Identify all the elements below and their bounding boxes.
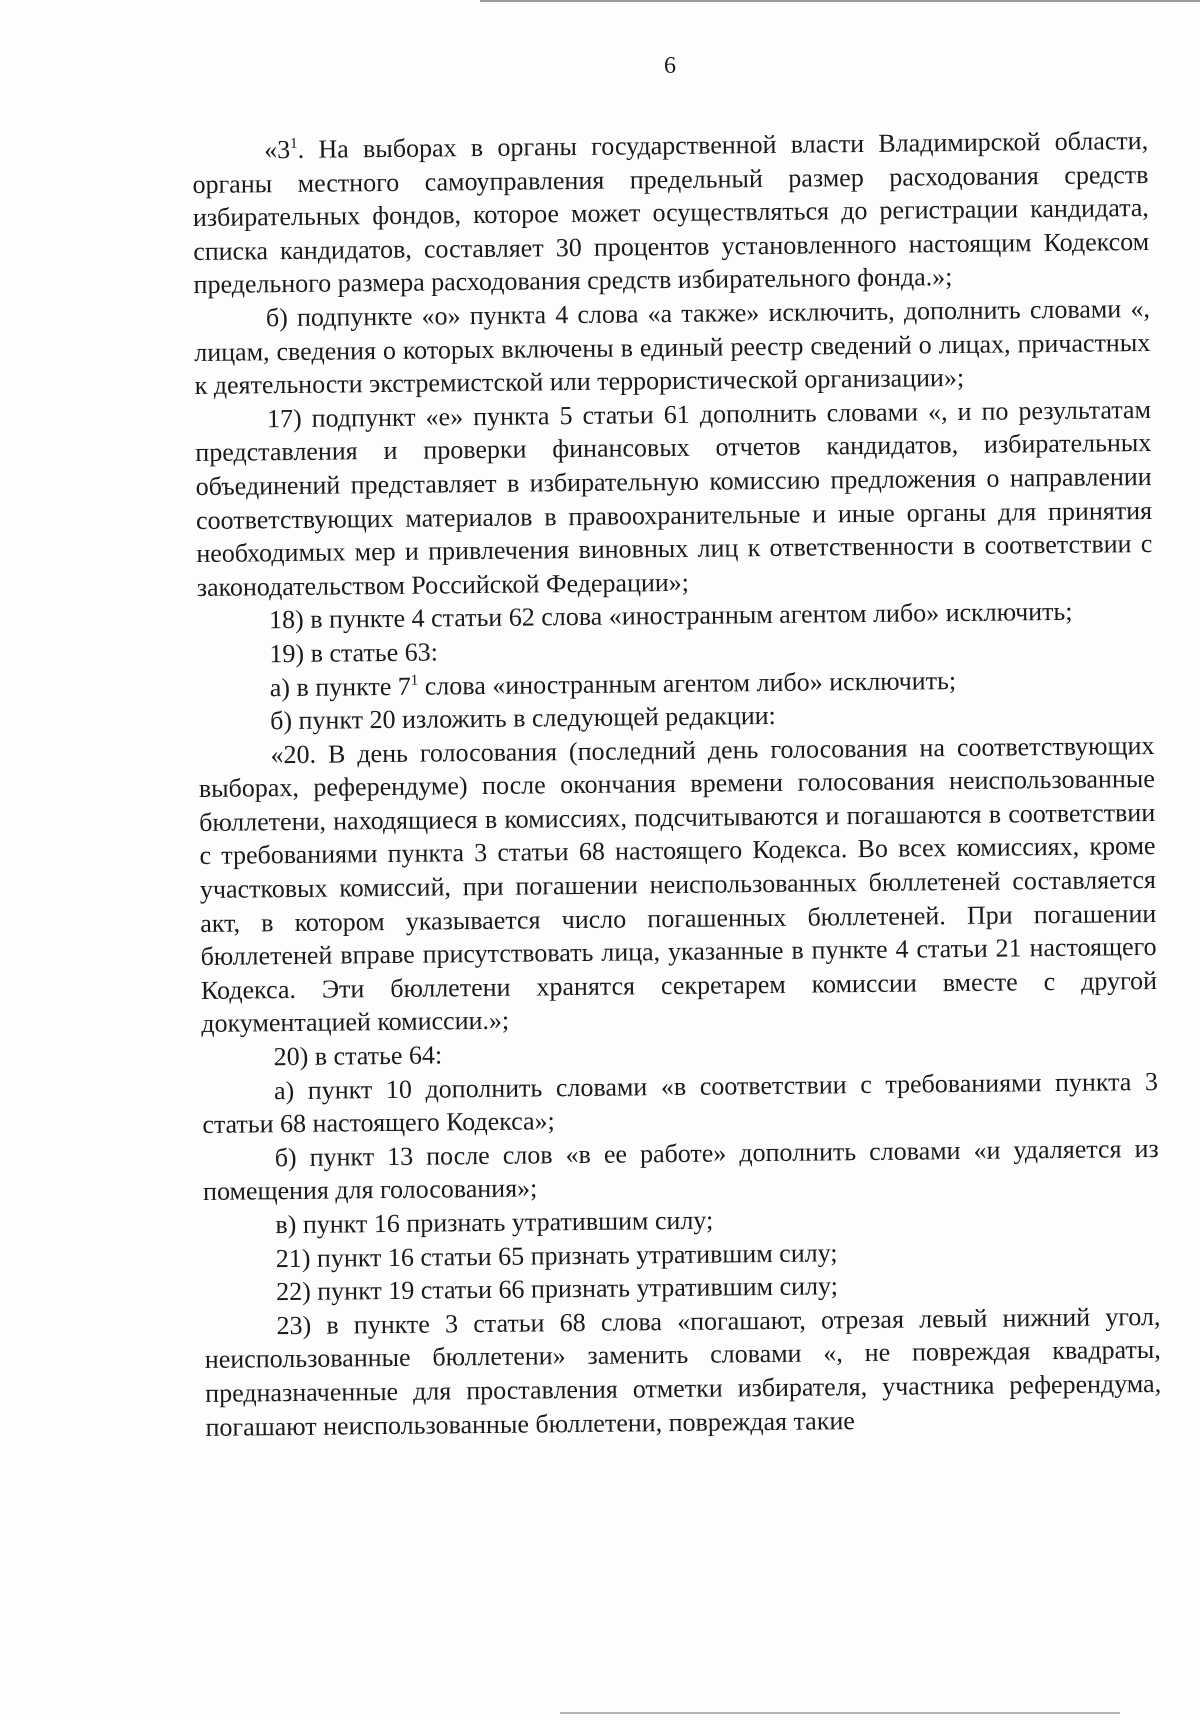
paragraph-item-21: 21) пункт 16 статьи 65 признать утратившим силу;: [275, 1237, 838, 1273]
document-body: [192, 124, 1162, 1444]
scan-edge-bottom: [560, 1712, 1120, 1714]
paragraph-item-19: 19) в статье 63:: [269, 637, 439, 669]
paragraph-3-1: «$3^1$. На выборах в органы государственной власти Владимирской области, органы местного самоуправления предельный размер расходования средств избирательных фондов, которое может осуществляться до регистрации кандидата, списка кандидатов, составляет 30 процентов установленного настоящим Кодексом предельного размера расходования средств избирательного фонда.»;: [192, 125, 1150, 300]
paragraph-19-a: а) в пункте $7^1$ слова «иностранным агентом либо» исключить;: [269, 665, 957, 702]
paragraph-item-20: 20) в статье 64:: [273, 1040, 443, 1072]
paragraph-19-b: б) пункт 20 изложить в следующей редакции:: [269, 701, 776, 736]
paragraph-item-17: 17) подпункт «е» пункта 5 статьи 61 дополнить словами «, и по результатам представления и проверки финансовых отчетов кандидатов, избирательных объединений представляет в избирательную комиссию предложения о направлении соответствующих материалов в правоохранительные и иные органы для принятия необходимых мер и привлечения виновных лиц к ответственности в соответствии с законодательством Российской Федерации»;: [195, 394, 1153, 602]
paragraph-item-18: 18) в пункте 4 статьи 62 слова «иностранным агентом либо» исключить;: [268, 597, 1073, 635]
paragraph-item-23: 23) в пункте 3 статьи 68 слова «погашают, отрезая левый нижний угол, неиспользованные бюллетени» заменить словами «, не повреждая квадраты, предназначенные для проставления отметки избирателя, участника референдума, погашают неиспользованные бюллетени, повреждая такие: [204, 1301, 1162, 1442]
paragraph-20-a: а) пункт 10 дополнить словами «в соответствии с требованиями пункта 3 статьи 68 настоящего Кодекса»;: [202, 1066, 1159, 1140]
paragraph-item-22: 22) пункт 19 статьи 66 признать утратившим силу;: [275, 1271, 839, 1307]
paragraph-subitem-b: б) подпункте «о» пункта 4 слова «а также» исключить, дополнить словами «, лицам, сведения о которых включены в единый реестр сведений о лицах, причастных к деятельности экстремистской или террористической организации»;: [194, 293, 1151, 401]
paragraph-20-b: б) пункт 13 после слов «в ее работе» дополнить словами «и удаляется из помещения для голосования»;: [202, 1133, 1159, 1207]
paragraph-point-20: «20. В день голосования (последний день голосования на соответствующих выборах, референдуме) после окончания времени голосования неиспользованные бюллетени, находящиеся в комиссиях, подсчитываются и погашаются в соответствии с требованиями пункта 3 статьи 68 настоящего Кодекса. Во всех комиссиях, кроме участковых комиссий, при погашении неиспользованных бюллетеней составляется акт, в котором указывается число погашенных бюллетеней. При погашении бюллетеней вправе присутствовать лица, указанные в пункте 4 статьи 21 настоящего Кодекса. Эти бюллетени хранятся секретарем комиссии вместе с другой документацией комиссии.»;: [198, 730, 1158, 1039]
scan-edge-top: [480, 0, 1200, 2]
page-number: 6: [664, 53, 676, 79]
paragraph-20-v: в) пункт 16 признать утратившим силу;: [275, 1205, 714, 1240]
